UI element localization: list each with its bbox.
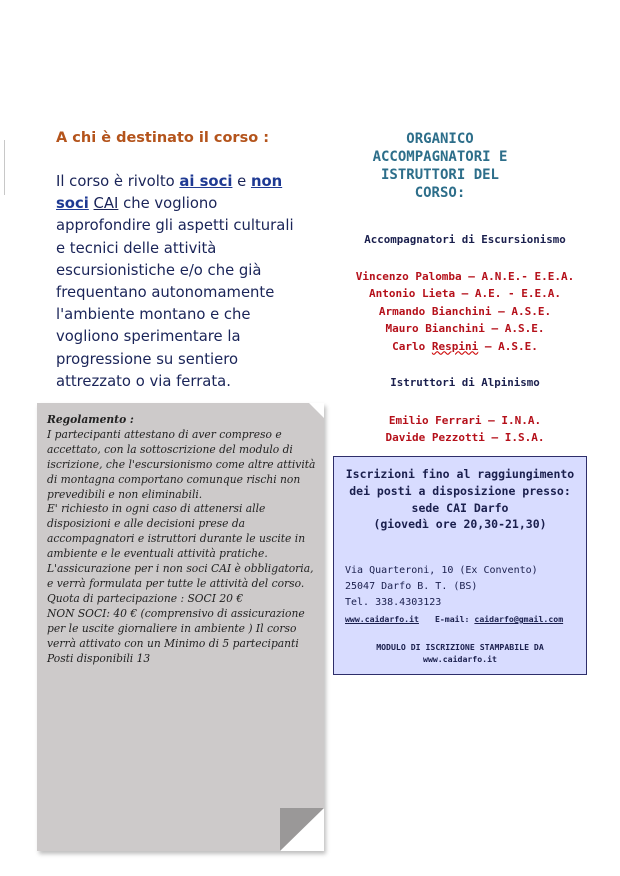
- address-block: [345, 563, 585, 611]
- name-first: Carlo: [392, 339, 432, 353]
- intro-text-soci: ai soci: [179, 173, 233, 190]
- alpinismo-heading: Istruttori di Alpinismo: [390, 376, 540, 389]
- accompagnatori-list: [330, 268, 600, 355]
- intro-heading: A chi è destinato il corso :: [56, 130, 270, 146]
- organico-title: [340, 130, 540, 202]
- iscrizioni-line: sede CAI Darfo: [411, 500, 509, 515]
- organico-title-line: ACCOMPAGNATORI E: [372, 149, 508, 165]
- regolamento-paragraph: L'assicurazione per i non soci CAI è obbligatoria, e verrà formulata per tutte le attività del corso.: [47, 562, 314, 590]
- intro-text-1: Il corso è rivolto: [56, 173, 180, 190]
- quota-non-soci: NON SOCI: 40 € (comprensivo di assicurazione per le uscite giornaliere in ambiente ) Il corso verrà attivato con un Minimo di 5 partecipanti: [47, 606, 305, 650]
- posti-disponibili: Posti disponibili 13: [47, 651, 151, 665]
- address-line: Via Quarteroni, 10 (Ex Convento): [345, 565, 538, 576]
- regolamento-paragraph: E' richiesto in ogni caso di attenersi alle disposizioni e alle decisioni prese da accompagnatori e istruttori durante le uscite in ambiente e le eventuali attività pratiche.: [47, 502, 306, 561]
- iscrizioni-line: Iscrizioni fino al raggiungimento: [345, 467, 575, 481]
- email-link[interactable]: caidarfo@gmail.com: [474, 614, 564, 624]
- intro-text-7: che vogliono approfondire gli aspetti culturali e tecnici delle attività escursionistiche e/o che già frequentano autonomamente l'ambiente montano e che vogliono sperimentare la progressione su sentiero attrezzato o via ferrata.: [56, 195, 294, 390]
- margin-rule: [4, 140, 5, 195]
- regolamento-title: Regolamento :: [47, 413, 134, 426]
- modulo-link[interactable]: www.caidarfo.it: [423, 654, 497, 665]
- istruttori-list: [330, 412, 600, 447]
- intro-text-non-soci: non soci: [56, 173, 283, 213]
- istruttore-item: Davide Pezzotti – I.S.A.: [385, 431, 545, 445]
- organico-title-line: ISTRUTTORI DEL: [380, 167, 499, 183]
- iscrizioni-line: dei posti a disposizione presso:: [349, 483, 571, 498]
- accompagnatore-item: Antonio Lieta – A.E. - E.E.A.: [368, 287, 562, 301]
- modulo-note: [334, 641, 586, 666]
- intro-paragraph: [56, 171, 306, 393]
- address-line: 25047 Darfo B. T. (BS): [345, 581, 478, 592]
- regolamento-paragraph: I partecipanti attestano di aver compreso e accettato, con la sottoscrizione del modulo di iscrizione, che l'escursionismo come altre attività di montagna comportano comunque rischi non prevedibili e non eliminabili.: [47, 427, 316, 501]
- organico-title-line: ORGANICO: [406, 131, 474, 147]
- modulo-line: MODULO DI ISCRIZIONE STAMPABILE DA: [376, 642, 544, 652]
- iscrizioni-heading: [334, 466, 586, 533]
- iscrizioni-line: (giovedì ore 20,30-21,30): [373, 517, 547, 532]
- accompagnatore-item: Mauro Bianchini – A.S.E.: [385, 322, 545, 336]
- accompagnatore-item: [330, 338, 600, 355]
- organico-title-line: CORSO:: [414, 185, 466, 201]
- istruttore-item: Emilio Ferrari – I.N.A.: [388, 414, 542, 427]
- accompagnatore-item: Vincenzo Palomba – A.N.E.- E.E.A.: [355, 270, 575, 283]
- note-curled-corner: [280, 808, 324, 851]
- quota-soci: Quota di partecipazione : SOCI 20 €: [47, 591, 244, 605]
- intro-text-cai: CAI: [93, 195, 119, 213]
- name-role: – A.S.E.: [478, 339, 538, 353]
- email-label: E-mail:: [434, 614, 475, 624]
- name-respini: Respini: [431, 339, 479, 353]
- accompagnatore-item: Armando Bianchini – A.S.E.: [378, 304, 552, 318]
- phone-line: Tel. 338.4303123: [345, 597, 442, 608]
- intro-text-3: e: [232, 173, 251, 190]
- contacts-line: [345, 614, 585, 624]
- website-link[interactable]: www.caidarfo.it: [345, 614, 419, 624]
- regolamento-text: [47, 413, 317, 666]
- escursionismo-heading: Accompagnatori di Escursionismo: [364, 233, 566, 246]
